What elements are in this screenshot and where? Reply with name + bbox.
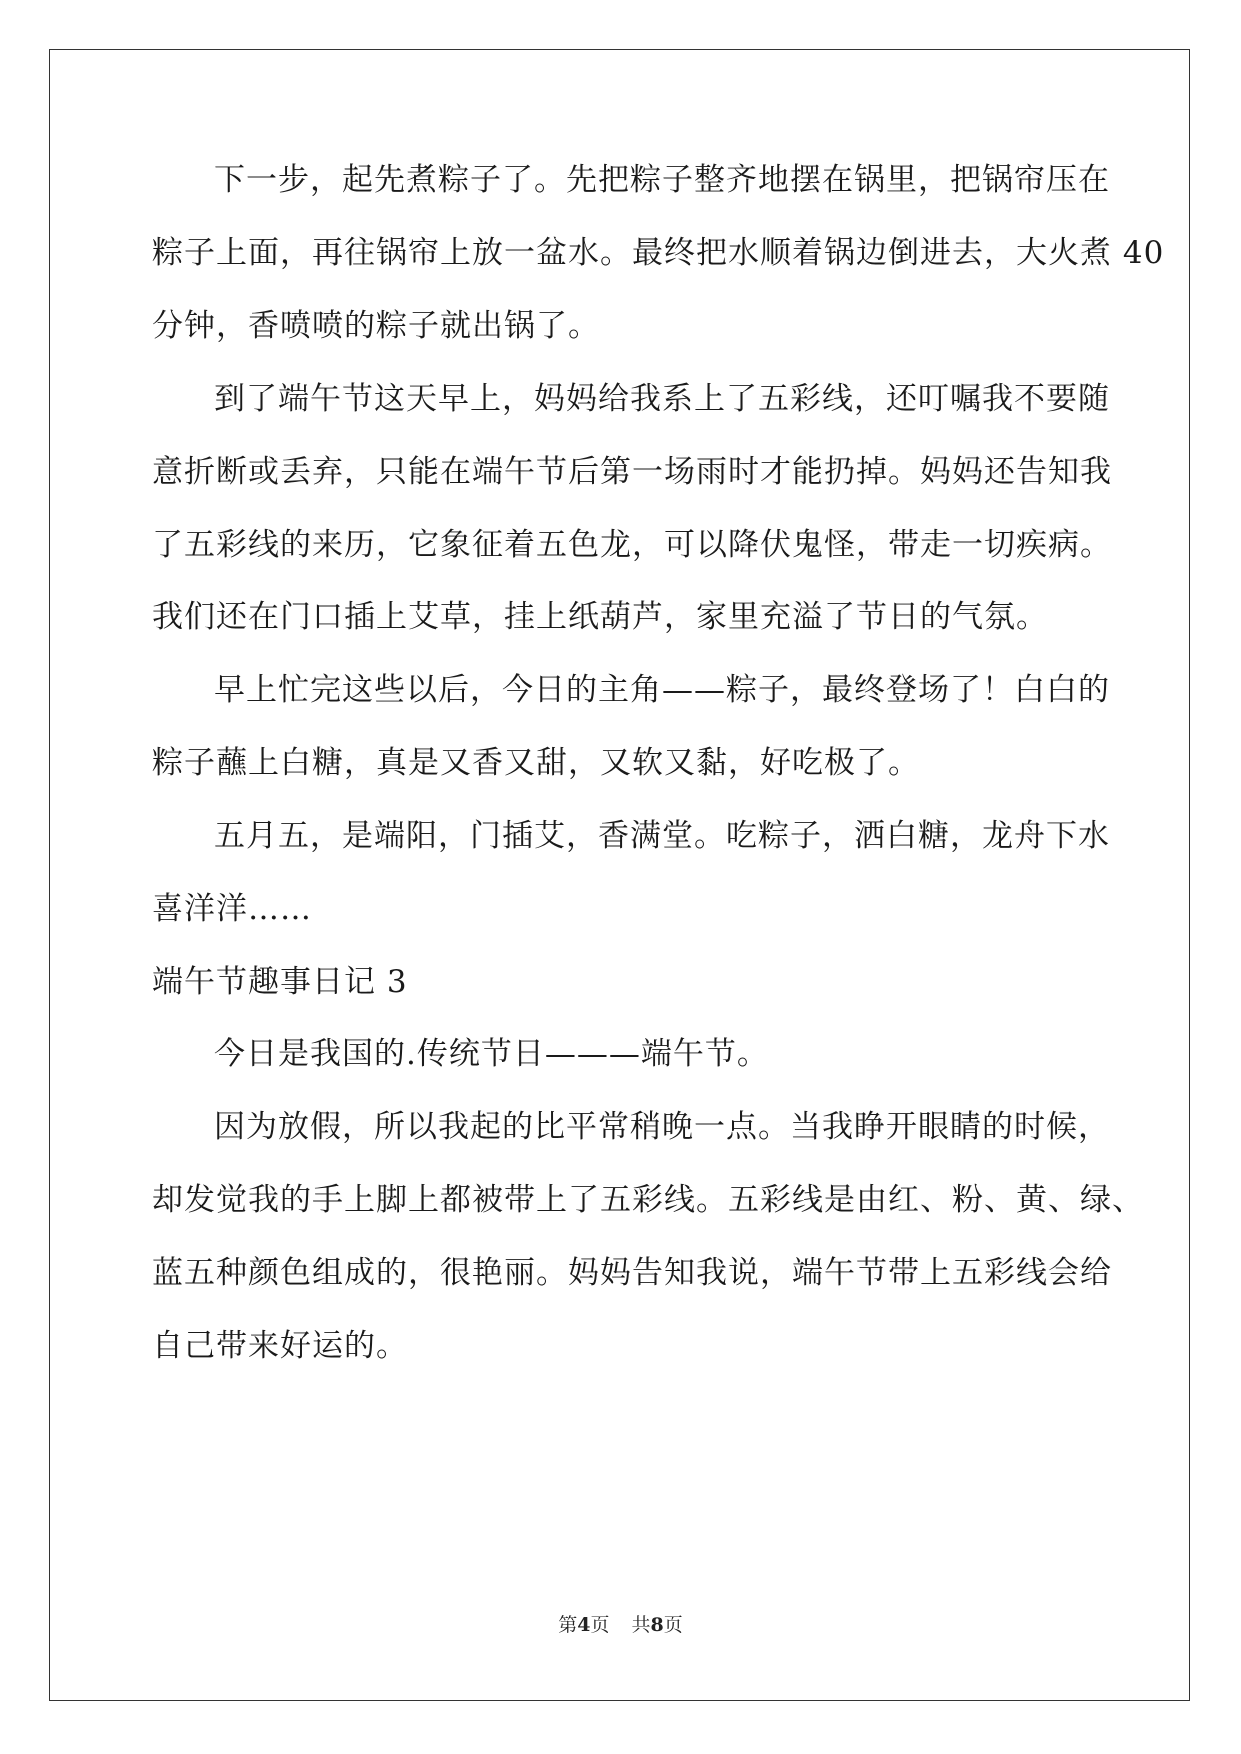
footer-total-prefix: 共 bbox=[631, 1614, 651, 1636]
paragraph-6-line-2: 却发觉我的手上脚上都被带上了五彩线。五彩线是由红、粉、黄、绿、 bbox=[152, 1182, 1144, 1218]
footer-page-number: 4 bbox=[577, 1614, 591, 1636]
paragraph-3-line-1: 早上忙完这些以后，今日的主角——粽子，最终登场了！白白的 bbox=[214, 672, 1110, 708]
paragraph-6-line-3: 蓝五种颜色组成的，很艳丽。妈妈告知我说，端午节带上五彩线会给 bbox=[152, 1255, 1112, 1291]
paragraph-1-line-1: 下一步，起先煮粽子了。先把粽子整齐地摆在锅里，把锅帘压在 bbox=[214, 162, 1110, 198]
paragraph-4-line-1: 五月五，是端阳，门插艾，香满堂。吃粽子，洒白糖，龙舟下水 bbox=[214, 818, 1110, 854]
paragraph-2-line-3: 了五彩线的来历，它象征着五色龙，可以降伏鬼怪，带走一切疾病。 bbox=[152, 527, 1112, 563]
paragraph-6-line-4: 自己带来好运的。 bbox=[152, 1328, 408, 1364]
page-frame bbox=[49, 49, 1190, 1701]
paragraph-4-line-2: 喜洋洋…… bbox=[152, 891, 312, 927]
paragraph-2-line-2: 意折断或丢弃，只能在端午节后第一场雨时才能扔掉。妈妈还告知我 bbox=[152, 454, 1112, 490]
paragraph-6-line-1: 因为放假，所以我起的比平常稍晚一点。当我睁开眼睛的时候， bbox=[214, 1109, 1110, 1145]
paragraph-5-line-1: 今日是我国的.传统节日———端午节。 bbox=[214, 1036, 769, 1072]
footer-prefix: 第 bbox=[558, 1614, 578, 1636]
section-title: 端午节趣事日记 3 bbox=[152, 964, 408, 1000]
paragraph-1-line-3: 分钟，香喷喷的粽子就出锅了。 bbox=[152, 308, 600, 344]
footer-page-suffix: 页 bbox=[590, 1614, 610, 1636]
paragraph-2-line-1: 到了端午节这天早上，妈妈给我系上了五彩线，还叮嘱我不要随 bbox=[214, 381, 1110, 417]
paragraph-2-line-4: 我们还在门口插上艾草，挂上纸葫芦，家里充溢了节日的气氛。 bbox=[152, 599, 1048, 635]
footer-total-pages: 8 bbox=[650, 1614, 664, 1636]
paragraph-3-line-2: 粽子蘸上白糖，真是又香又甜，又软又黏，好吃极了。 bbox=[152, 745, 920, 781]
paragraph-1-line-2: 粽子上面，再往锅帘上放一盆水。最终把水顺着锅边倒进去，大火煮 40 bbox=[152, 235, 1165, 271]
footer-total-suffix: 页 bbox=[663, 1614, 683, 1636]
page-footer bbox=[0, 1613, 1241, 1637]
